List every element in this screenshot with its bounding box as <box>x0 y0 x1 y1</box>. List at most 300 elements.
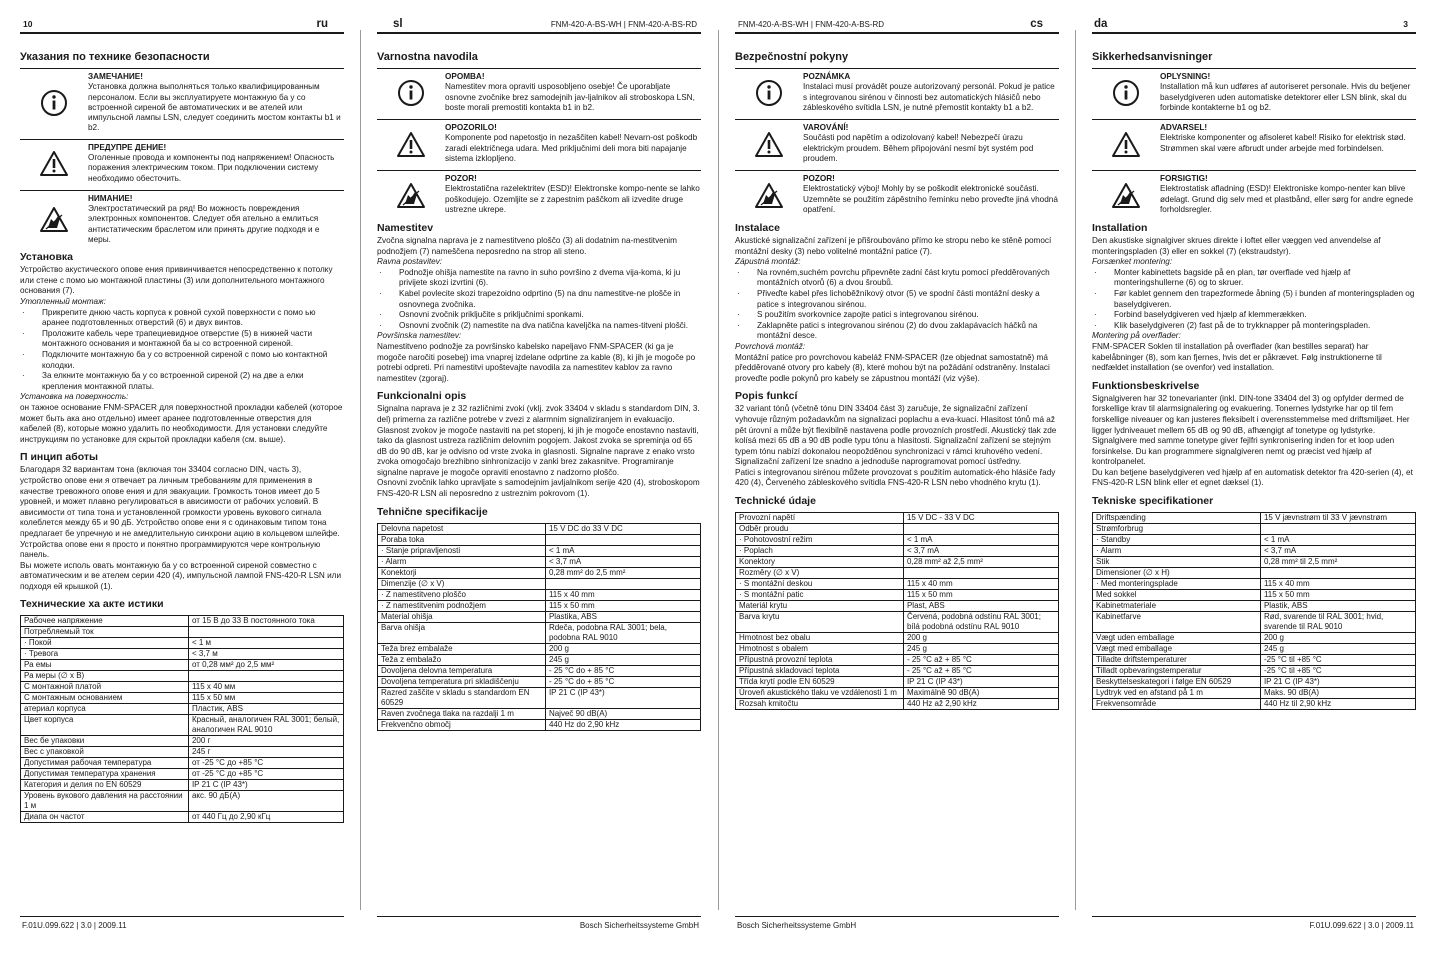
list-item: · Прикрепите днюю часть корпуса к ровной сухой поверхности с помо ью аранее подготовленных отверстий (6) и двух винтов. <box>20 308 344 329</box>
table-row <box>736 612 1059 633</box>
table-cell: 200 г <box>188 736 343 747</box>
table-cell: - 25 °C až + 85 °C <box>903 666 1058 677</box>
table-cell: < 3,7 mA <box>903 546 1058 557</box>
notice-text: Instalaci musí provádět pouze autorizovaný personál. Pokud je patice s integrovanou sirénou v činnosti bez automatických hlásičů nebo zábleskového svítidla LSN, je nutné přemostit kontakty b1 a b2. <box>803 82 1055 112</box>
table-row <box>21 715 344 736</box>
notice-info <box>20 68 344 134</box>
table-cell: Plast, ABS <box>903 601 1058 612</box>
table-row <box>736 568 1059 579</box>
table-cell <box>903 524 1058 535</box>
notice-warning <box>735 119 1059 165</box>
heading-installation: Instalace <box>735 222 780 234</box>
flush-mount-label: Zápustná montáž: <box>735 257 801 267</box>
table-cell: < 3,7 м <box>188 649 343 660</box>
table-cell: 15 V jævnstrøm til 33 V jævnstrøm <box>1260 513 1415 524</box>
warning-icon <box>20 143 88 185</box>
table-row <box>736 655 1059 666</box>
heading-specifications: Tekniske specifikationer <box>1092 495 1214 508</box>
table-cell: Dimenzije (∅ x V) <box>378 578 546 589</box>
table-cell: от -25 °C до +85 °C <box>188 769 343 780</box>
notice-info <box>735 68 1059 114</box>
installation-text: Den akustiske signalgiver skrues direkte i loftet eller væggen ved anvendelse af monteringspladen (3) eller en sokkel (7) (ekstraudstyr). <box>1092 236 1381 256</box>
function-text: 32 variant tónů (včetně tónu DIN 33404 část 3) zaručuje, že signalizační zařízení vyhovuje různým požadavkům na signalizaci poplachu a eva-kuaci. Hlasitost tónů má až pět úrovní a může být flexibilně nastavena podle provozních prostředí. Akustický tlak zde kolísá mezi 65 dB a 90 dB podle typu tónu a hlasitosti. Signalizační zařízení se stejným typem tónu nabízí dokonalou neopožděnou synchronizaci v rámci kruhového vedení. Signalizační zařízení lze snadno a jednoduše naprogramovat pomocí ústředny. <box>735 404 1057 467</box>
notice-text: Komponente pod napetostjo in nezaščiten kabel! Nevarn-ost poškodb zaradi električnega udara. Med priključnimi deli mora biti napajanje sistema izklopljeno. <box>445 133 698 163</box>
list-item: · Přiveďte kabel přes lichoběžníkový otvor (5) ve spodní části montážní desky a patice s integrovanou sirénou. <box>735 289 1059 310</box>
table-row <box>1093 677 1416 688</box>
flush-mount-label: Ravna postavitev: <box>377 257 443 267</box>
notice-title: FORSIGTIG! <box>1160 174 1208 183</box>
table-cell: от 15 В до 33 В постоянного тока <box>188 616 343 627</box>
table-cell: 440 Hz do 2,90 kHz <box>545 719 700 730</box>
table-cell: < 1 mA <box>903 535 1058 546</box>
table-row <box>736 699 1059 710</box>
table-cell: Hmotnost bez obalu <box>736 633 904 644</box>
column-da <box>1092 14 1416 939</box>
table-cell: · Тревога <box>21 649 189 660</box>
table-row <box>378 622 701 643</box>
table-cell: · Stanje pripravljenosti <box>378 545 546 556</box>
list-item: · Før kablet gennem den trapezformede åbning (5) i bunden af monteringspladen og baselydgiveren. <box>1092 289 1416 310</box>
table-cell: 200 g <box>545 643 700 654</box>
table-cell: · Standby <box>1093 535 1261 546</box>
table-row <box>736 513 1059 524</box>
esd-icon <box>20 194 88 245</box>
page-footer <box>1092 916 1416 930</box>
table-cell: 245 g <box>545 654 700 665</box>
table-cell: 245 g <box>903 644 1058 655</box>
info-icon <box>20 72 88 134</box>
notice-text: Электростатический ра ряд! Во можность повреждения электронных компонентов. Следует обя ательно а емлиться антистатическим браслетом или принять другие подходя и е меры. <box>88 204 320 244</box>
table-cell: · Pohotovostní režim <box>736 535 904 546</box>
table-row <box>378 708 701 719</box>
table-row <box>1093 546 1416 557</box>
table-cell: Допустимая температура хранения <box>21 769 189 780</box>
table-cell: Красный, аналогичен RAL 3001; белый, аналогичен RAL 9010 <box>188 715 343 736</box>
section-title-safety: Указания по технике безопасности <box>20 51 210 63</box>
installation-text: Устройство акустического опове ения привинчивается непосредственно к потолку или стене с помо ью монтажной пластины (3) или дополнительного монтажного основания (7). <box>20 265 333 296</box>
table-cell: Razred zaščite v skladu s standardom EN 60529 <box>378 687 546 708</box>
table-cell: 115 x 50 mm <box>1260 590 1415 601</box>
list-item: · Osnovni zvočnik (2) namestite na dva natična kaveljčka na names-titveni plošči. <box>377 321 701 332</box>
table-cell: 115 х 40 мм <box>188 682 343 693</box>
table-cell: Уровень вукового давления на расстоянии 1 м <box>21 791 189 812</box>
table-row <box>1093 513 1416 524</box>
surface-mount-label: Установка на поверхность: <box>20 392 129 402</box>
table-row <box>1093 688 1416 699</box>
notice-info <box>377 68 701 114</box>
table-cell: Maximálně 90 dB(A) <box>903 688 1058 699</box>
page-footer <box>735 916 1059 930</box>
notice-text: Elektrostatisk afladning (ESD)! Elektroniske kompo-nenter kan blive ødelagt. Grund dig selv med et plastbånd, eller sørg for andre egnede forholdsregler. <box>1160 184 1414 214</box>
table-cell: Lydtryk ved en afstand på 1 m <box>1093 688 1261 699</box>
table-cell: Třída krytí podle EN 60529 <box>736 677 904 688</box>
function-text-2: Patici s integrovanou sirénou můžete provozovat s použitím automatick-ého hlásiče řady 420 (4), Červeného zábleskového svítidla FNS-420-R LSN nebo vhodného krytu (1). <box>735 467 1056 488</box>
notice-title: ЗАМЕЧАНИЕ! <box>88 72 143 81</box>
table-cell: 115 x 40 mm <box>903 579 1058 590</box>
table-cell: 115 x 40 mm <box>545 589 700 600</box>
table-cell: -25 °C til +85 °C <box>1260 666 1415 677</box>
table-cell: 245 g <box>1260 644 1415 655</box>
table-cell: Konektorji <box>378 567 546 578</box>
notice-info <box>1092 68 1416 114</box>
notice-title: ADVARSEL! <box>1160 123 1208 132</box>
notice-text: Elektrostatična razelektritev (ESD)! Elektronske kompo-nente se lahko poškodujejo. Ozemljite se z zapestnim paščkom ali izvedite druge ustrezne ukrepe. <box>445 184 700 214</box>
table-row <box>1093 590 1416 601</box>
table-cell: Materiál krytu <box>736 601 904 612</box>
table-cell: от 0,28 мм² до 2,5 мм² <box>188 660 343 671</box>
table-cell: Barva krytu <box>736 612 904 633</box>
info-icon <box>377 72 445 114</box>
page-header <box>377 14 701 34</box>
function-text-2: Du kan betjene baselydgiveren ved hjælp af en automatisk detektor fra 420-serien (4), et FNS-420-R LSN blink eller et egnet dæksel (1). <box>1092 467 1413 488</box>
notice-title: OPOMBA! <box>445 72 485 81</box>
surface-mount-text: Namestitveno podnožje za površinsko kabelsko napeljavo FNM-SPACER (ki ga je mogoče naročiti posebej) ima vnaprej izdelane odprtine za kable (8), ki jih je mogoče po potrebi odpreti. Pri namestitvi upoštevajte navodila za namestitev kablov za ravno namestitev (zgoraj). <box>377 341 696 383</box>
table-cell: Диапа он частот <box>21 812 189 823</box>
notice-text: Установка должна выполняться только квалифицированным персоналом. Если вы эксплуатируете монтажную ба у со встроенной сиреной бе автоматических и ве ателей или импульсной лампы LSN, следует соединить мостом контакты b1 и b2. <box>88 82 341 133</box>
column-ru <box>20 14 344 939</box>
table-cell: · Poplach <box>736 546 904 557</box>
column-sl <box>377 14 701 939</box>
heading-specifications: Tehnične specifikacije <box>377 505 488 518</box>
table-row <box>736 688 1059 699</box>
page-header <box>735 14 1059 34</box>
table-row <box>1093 524 1416 535</box>
table-cell: Потребляемый ток <box>21 627 189 638</box>
table-cell: от 440 Гц до 2,90 кГц <box>188 812 343 823</box>
table-row <box>21 758 344 769</box>
heading-installation: Installation <box>1092 222 1148 234</box>
language-code: da <box>1094 18 1108 30</box>
table-cell: Рабочее напряжение <box>21 616 189 627</box>
column-divider <box>718 30 719 910</box>
list-item: · За елкните монтажную ба у со встроенной сиреной (2) на две а елки крепления монтажной платы. <box>20 371 344 392</box>
footer-text: Bosch Sicherheitssysteme GmbH <box>737 921 857 930</box>
table-row <box>21 616 344 627</box>
table-row <box>378 600 701 611</box>
table-cell: Rozsah kmitočtu <box>736 699 904 710</box>
notice-text: Installation må kun udføres af autoriseret personale. Hvis du betjener baselydgiveren uden automatiske detektorer eller LSN blink, skal du forbinde kontakterne b1 og b2. <box>1160 82 1411 112</box>
table-cell <box>188 671 343 682</box>
table-cell: Driftspænding <box>1093 513 1261 524</box>
table-cell: IP 21 C (IP 43*) <box>903 677 1058 688</box>
esd-icon <box>1092 174 1160 216</box>
table-cell: 15 V DC do 33 V DC <box>545 523 700 534</box>
table-row <box>736 524 1059 535</box>
notice-title: POZOR! <box>445 174 477 183</box>
table-cell: Úroveň akustického tlaku ve vzdálenosti 1 m <box>736 688 904 699</box>
table-cell: Vægt med emballage <box>1093 644 1261 655</box>
notice-text: Elektrostatický výboj! Mohly by se poškodit elektronické součásti. Uzemněte se použitím zápěstního řemínku nebo proveďte jiná vhodná opatření. <box>803 184 1058 214</box>
document-id: FNM-420-A-BS-WH | FNM-420-A-BS-RD <box>550 20 697 29</box>
table-row <box>21 812 344 823</box>
table-row <box>736 633 1059 644</box>
flush-mount-label: Утопленный монтаж: <box>20 297 106 307</box>
column-divider <box>1075 30 1076 910</box>
table-row <box>1093 557 1416 568</box>
notice-text: Оголенные провода и компоненты под напряжением! Опасность поражения электрическим током. При подключении систему необходимо обесточить. <box>88 153 335 183</box>
notice-text: Namestitev mora opraviti usposobljeno osebje! Če uporabljate osnovne zvočnike brez samodejnih jav-ljalnikov ali stroboskopa LSN, boste morali premostiti kontakta b1 in b2. <box>445 82 695 112</box>
table-cell: Vægt uden emballage <box>1093 633 1261 644</box>
notice-title: ПРЕДУПРЕ ДЕНИЕ! <box>88 142 167 152</box>
table-cell: IP 21 C (IP 43*) <box>1260 677 1415 688</box>
section-title-safety: Bezpečnostní pokyny <box>735 51 849 63</box>
table-cell: Teža z embalažo <box>378 654 546 665</box>
table-cell: Цвет корпуса <box>21 715 189 736</box>
function-text: Благодаря 32 вариантам тона (включая тон 33404 согласно DIN, часть 3), устройство опове ени я отвечает ра личным требованиям для применения в качестве тревожного опове ения и для эвакуации. Громкость тонов имеет до 5 уровней, и может плавно регулироваться в ависимости от рабочих условий. В ависимости от типа тона и установленной громкости уровень вукового сигнала колеблется между 65 и 90 дБ. Устройство опове ени я с одинаковым типом тона предлагает бе упречную и не амедлительную синхрони ацию в кольцевом шлейфе. Устройства опове ени я просто и понятно программируются чере контрольную панель. <box>20 465 340 560</box>
table-cell: - 25 °C do + 85 °C <box>545 665 700 676</box>
section-title-safety: Sikkerhedsanvisninger <box>1092 51 1213 63</box>
info-icon <box>735 72 803 114</box>
table-row <box>1093 655 1416 666</box>
esd-icon <box>377 174 445 216</box>
table-row <box>378 665 701 676</box>
table-row <box>378 611 701 622</box>
table-cell: · Покой <box>21 638 189 649</box>
table-cell: < 3,7 mA <box>545 556 700 567</box>
table-cell: Raven zvočnega tlaka na razdalji 1 m <box>378 708 546 719</box>
table-cell: Barva ohišja <box>378 622 546 643</box>
table-cell: Rød, svarende til RAL 3001; hvid, svarende til RAL 9010 <box>1260 612 1415 633</box>
warning-icon <box>1092 123 1160 165</box>
footer-text: F.01U.099.622 | 3.0 | 2009.11 <box>1309 921 1414 930</box>
table-cell: С монтажным основанием <box>21 693 189 704</box>
spec-table <box>735 512 1059 710</box>
table-row <box>378 643 701 654</box>
table-cell: Frekvensområde <box>1093 699 1261 710</box>
installation-text: Akustické signalizační zařízení je přišroubováno přímo ke stropu nebo ke stěně pomocí montážní desky (3) nebo volitelné montážní patice (7). <box>735 236 1052 256</box>
esd-icon <box>735 174 803 216</box>
table-row <box>378 687 701 708</box>
table-row <box>378 676 701 687</box>
table-row <box>378 545 701 556</box>
list-item: · Klik baselydgiveren (2) fast på de to trykknapper på monteringspladen. <box>1092 321 1416 332</box>
table-cell: -25 °C til +85 °C <box>1260 655 1415 666</box>
page-footer <box>20 916 344 930</box>
heading-function: П инцип аботы <box>20 451 99 464</box>
column-divider <box>360 30 361 910</box>
table-cell: IP 21 C (IP 43*) <box>545 687 700 708</box>
page-number: 10 <box>23 19 33 29</box>
table-cell: Delovna napetost <box>378 523 546 534</box>
table-cell: С монтажной платой <box>21 682 189 693</box>
function-text: Signalna naprava je z 32 različnimi zvoki (vklj. zvok 33404 v skladu s standardom DIN, 3. del) primerna za različne potrebe v zvezi z alarmnim signaliziranjem in evakuacijo. Glasnost zvokov je mogoče nastaviti na pet stopenj, ki jih je mogoče enostavno nastaviti, tako da glasnost ustreza različnim delovnim pogojem. Jakost zvoka se spreminja od 65 dB do 90 dB, kar je odvisno od vrste zvoka in glasnosti. Signalne naprave z enako vrsto zvoka omogočajo brezhibno sinhronizacijo v zanki brez zakasnitve. Programiranje signalne naprave je mogoče opraviti enostavno z nadzorno ploščo. <box>377 404 700 477</box>
surface-mount-text: Montážní patice pro povrchovou kabeláž FNM-SPACER (lze objednat samostatně) má předděrované otvory pro kabely (8), které mohou být na požádání odstraněny. Instalaci proveďte podle pokynů pro kabely se zápustnou montáží (viz výše). <box>735 352 1050 383</box>
table-row <box>736 601 1059 612</box>
table-cell: Maks. 90 dB(A) <box>1260 688 1415 699</box>
list-item: · S použitím svorkovnice zapojte patici s integrovanou sirénou. <box>735 310 1059 321</box>
table-cell: · Z namestitvenim podnožjem <box>378 600 546 611</box>
heading-specifications: Technické údaje <box>735 495 816 508</box>
surface-mount-label: Montering på overflader: <box>1092 331 1181 341</box>
table-cell: Hmotnost s obalem <box>736 644 904 655</box>
table-row <box>21 747 344 758</box>
table-cell: Rozměry (∅ x V) <box>736 568 904 579</box>
language-code: sl <box>393 18 403 30</box>
notice-title: НИМАНИЕ! <box>88 193 133 203</box>
table-row <box>21 682 344 693</box>
table-cell <box>1260 524 1415 535</box>
table-cell: 440 Hz až 2,90 kHz <box>903 699 1058 710</box>
table-cell: · Alarm <box>378 556 546 567</box>
table-cell: 115 х 50 мм <box>188 693 343 704</box>
table-cell <box>188 627 343 638</box>
table-row <box>21 627 344 638</box>
table-cell: · S montážní deskou <box>736 579 904 590</box>
table-row <box>1093 699 1416 710</box>
table-cell: 200 g <box>903 633 1058 644</box>
notice-title: OPOZORILO! <box>445 123 497 132</box>
list-item: · Podnožje ohišja namestite na ravno in suho površino z dvema vija-koma, ki ju privijete skozi izvrtini (6). <box>377 268 701 289</box>
heading-function: Funkcionalni opis <box>377 390 467 403</box>
table-row <box>21 671 344 682</box>
table-cell: Ра емы <box>21 660 189 671</box>
language-code: ru <box>316 18 328 30</box>
table-cell: Material ohišja <box>378 611 546 622</box>
heading-function: Popis funkcí <box>735 390 798 403</box>
table-cell: · S montážní patic <box>736 590 904 601</box>
table-row <box>736 557 1059 568</box>
table-row <box>1093 666 1416 677</box>
table-row <box>1093 612 1416 633</box>
notice-esd <box>735 170 1059 216</box>
table-cell: < 1 м <box>188 638 343 649</box>
table-cell <box>1260 568 1415 579</box>
table-row <box>378 567 701 578</box>
table-row <box>736 677 1059 688</box>
table-row <box>21 791 344 812</box>
table-row <box>1093 579 1416 590</box>
list-item: · Monter kabinettets bagside på en plan, tør overflade ved hjælp af monteringshullerne (6) og to skruer. <box>1092 268 1416 289</box>
table-cell: Poraba toka <box>378 534 546 545</box>
table-row <box>736 644 1059 655</box>
table-row <box>21 649 344 660</box>
notice-text: Elektriske komponenter og afisoleret kabel! Risiko for elektrisk stød. Strømmen skal være afbrudt under arbejde med forbindelsen. <box>1160 133 1406 153</box>
heading-installation: Установка <box>20 251 73 264</box>
notice-title: POZNÁMKA <box>803 72 851 81</box>
table-row <box>21 693 344 704</box>
table-row <box>378 556 701 567</box>
notice-esd <box>377 170 701 216</box>
table-row <box>1093 601 1416 612</box>
spec-table <box>1092 512 1416 710</box>
table-cell: Plastik, ABS <box>1260 601 1415 612</box>
table-cell: Teža brez embalaže <box>378 643 546 654</box>
surface-mount-label: Površinska namestitev: <box>377 331 462 341</box>
table-cell: Dovoljena delovna temperatura <box>378 665 546 676</box>
table-row <box>21 780 344 791</box>
list-item: · Подключите монтажную ба у со встроенной сиреной с помо ью контактной колодки. <box>20 350 344 371</box>
table-cell: - 25 °C až + 85 °C <box>903 655 1058 666</box>
table-row <box>21 638 344 649</box>
list-item: · Forbind baselydgiveren ved hjælp af klemmerækken. <box>1092 310 1416 321</box>
table-row <box>736 579 1059 590</box>
table-row <box>1093 535 1416 546</box>
table-cell: 245 г <box>188 747 343 758</box>
warning-icon <box>735 123 803 165</box>
table-cell: Dovoljena temperatura pri skladiščenju <box>378 676 546 687</box>
table-row <box>378 523 701 534</box>
list-item: · Na rovném,suchém povrchu připevněte zadní část krytu pomocí předděrovaných montážních otvorů (6) a dvou šroubů. <box>735 268 1059 289</box>
footer-text: F.01U.099.622 | 3.0 | 2009.11 <box>22 921 127 930</box>
table-cell: атериал корпуса <box>21 704 189 715</box>
surface-mount-text: FNM-SPACER Soklen til installation på overflader (kan bestilles separat) har kabelåbninger (8), som kan fjernes, hvis det er påkrævet. Følg instruktionerne til nedfældet installation (se ovenfor) ved installation. <box>1092 341 1382 373</box>
table-row <box>21 660 344 671</box>
table-row <box>378 719 701 730</box>
table-cell: Kabinetfarve <box>1093 612 1261 633</box>
table-cell: Přípustná skladovací teplota <box>736 666 904 677</box>
heading-function: Funktionsbeskrivelse <box>1092 379 1200 392</box>
info-icon <box>1092 72 1160 114</box>
notice-esd <box>1092 170 1416 216</box>
table-row <box>736 590 1059 601</box>
heading-installation: Namestitev <box>377 222 434 234</box>
table-cell: Ра меры (∅ x В) <box>21 671 189 682</box>
document-id: FNM-420-A-BS-WH | FNM-420-A-BS-RD <box>738 20 885 29</box>
table-cell: Tilladte driftstemperaturer <box>1093 655 1261 666</box>
table-cell: акс. 90 дБ(А) <box>188 791 343 812</box>
table-row <box>736 535 1059 546</box>
table-row <box>378 534 701 545</box>
table-row <box>21 704 344 715</box>
table-cell: Dimensioner (∅ x H) <box>1093 568 1261 579</box>
warning-icon <box>377 123 445 165</box>
table-cell: Вес с упаковкой <box>21 747 189 758</box>
table-cell: Вес бе упаковки <box>21 736 189 747</box>
list-item: · Osnovni zvočnik priključite s priključnimi sponkami. <box>377 310 701 321</box>
table-row <box>1093 568 1416 579</box>
list-item: · Kabel povlecite skozi trapezoidno odprtino (5) na dnu namestitve-ne plošče in osnovnega zvočnika. <box>377 289 701 310</box>
flush-mount-label: Forsænket montering: <box>1092 257 1173 267</box>
page-number: 3 <box>1403 19 1408 29</box>
notice-warning <box>20 139 344 185</box>
page-header <box>20 14 344 34</box>
spec-table <box>20 615 344 823</box>
table-cell <box>903 568 1058 579</box>
table-cell: Допустимая рабочая температура <box>21 758 189 769</box>
table-cell: 115 x 50 mm <box>903 590 1058 601</box>
list-item: · Zaklapněte patici s integrovanou sirénou (2) do dvou zaklapávacích háčků na montážní desce. <box>735 321 1059 342</box>
table-cell: 0,28 mm² til 2,5 mm² <box>1260 557 1415 568</box>
table-cell: Červená, podobná odstínu RAL 3001; bílá podobná odstínu RAL 9010 <box>903 612 1058 633</box>
function-text-2: Вы можете исполь овать монтажную ба у со встроенной сиреной совместно с автоматическим и ве ателем серии 420 (4), импульсной лампой FNS-420-R LSN или подходя ей крышкой (1). <box>20 560 342 591</box>
notice-esd <box>20 190 344 245</box>
notice-warning <box>377 119 701 165</box>
list-item: · Проложите кабель чере трапециевидное отверстие (5) в нижней части монтажного основания и монтажной ба ы со встроенной сиреной. <box>20 329 344 350</box>
table-row <box>21 736 344 747</box>
notice-title: VAROVÁNÍ! <box>803 123 849 132</box>
table-cell: Frekvenčno območj <box>378 719 546 730</box>
table-cell: 115 x 50 mm <box>545 600 700 611</box>
table-cell: Tilladt opbevaringstemperatur <box>1093 666 1261 677</box>
notice-title: OPLYSNING! <box>1160 72 1211 81</box>
table-cell <box>545 534 700 545</box>
table-cell: Stik <box>1093 557 1261 568</box>
table-cell: 0,28 mm² do 2,5 mm² <box>545 567 700 578</box>
table-cell: Beskyttelseskategori i følge EN 60529 <box>1093 677 1261 688</box>
table-cell: < 1 mA <box>545 545 700 556</box>
footer-text: Bosch Sicherheitssysteme GmbH <box>579 921 699 930</box>
surface-mount-label: Povrchová montáž: <box>735 341 806 351</box>
table-cell: Категория и делия по EN 60529 <box>21 780 189 791</box>
notice-warning <box>1092 119 1416 165</box>
table-cell: Plastika, ABS <box>545 611 700 622</box>
installation-text: Zvočna signalna naprava je z namestitveno ploščo (3) ali dodatnim na-mestitvenim podnožjem (7) nameščena neposredno na strop ali steno. <box>377 236 677 256</box>
table-cell: 115 x 40 mm <box>1260 579 1415 590</box>
page-footer <box>377 916 701 930</box>
table-row <box>21 769 344 780</box>
table-cell: Přípustná provozní teplota <box>736 655 904 666</box>
table-row <box>378 654 701 665</box>
